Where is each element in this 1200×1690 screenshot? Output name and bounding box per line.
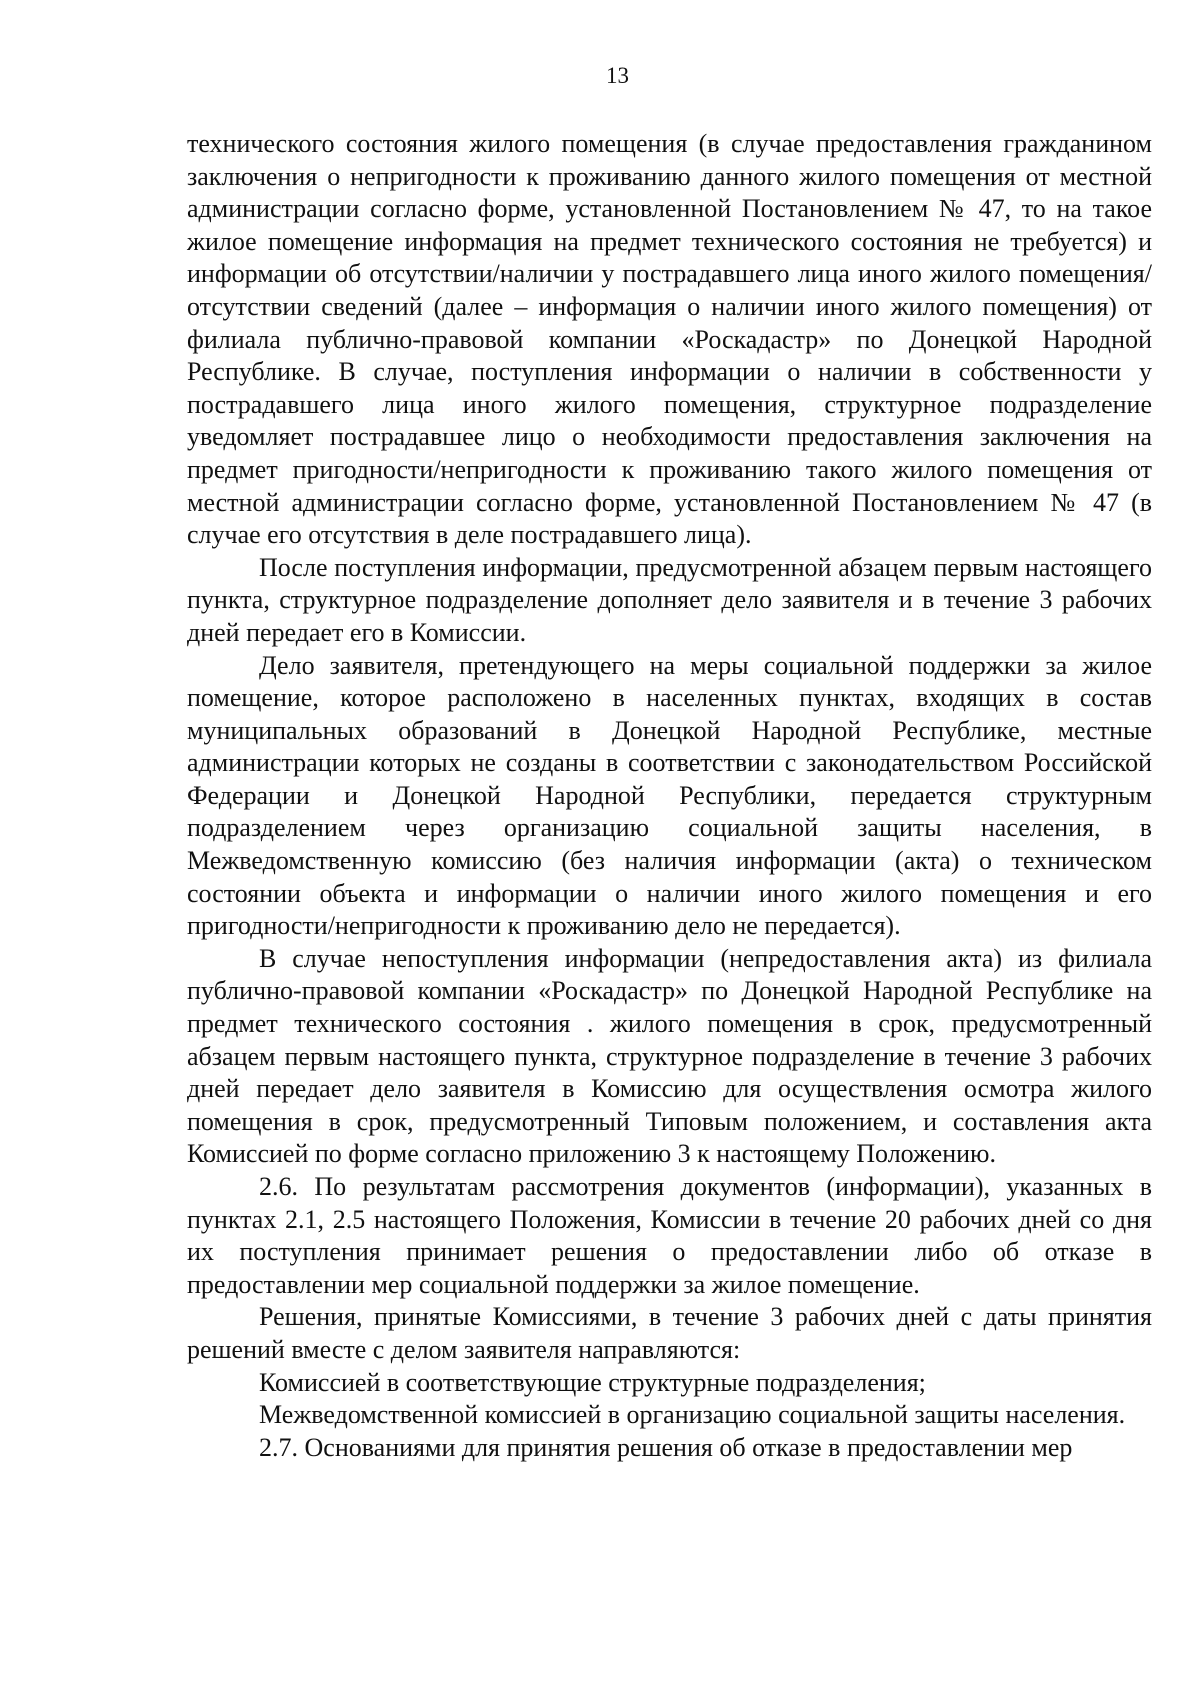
document-body: [187, 128, 1152, 1464]
paragraph-1: технического состояния жилого помещения (в случае предоставления гражданином заключения о непригодности к проживанию данного жилого помещения от местной администрации согласно форме, установленной Постановлением № 47, то на такое жилое помещение информация на предмет технического состояния не требуется) и информации об отсутствии/наличии у пострадавшего лица иного жилого помещения/отсутствии сведений (далее – информация о наличии иного жилого помещения) от филиала публично-правовой компании «Роскадастр» по Донецкой Народной Республике. В случае, поступления информации о наличии в собственности у пострадавшего лица иного жилого помещения, структурное подразделение уведомляет пострадавшее лицо о необходимости предоставления заключения на предмет пригодности/непригодности к проживанию такого жилого помещения от местной администрации согласно форме, установленной Постановлением № 47 (в случае его отсутствия в деле пострадавшего лица).: [187, 129, 1152, 550]
paragraph-4: В случае непоступления информации (непредоставления акта) из филиала публично-правовой компании «Роскадастр» по Донецкой Народной Республике на предмет технического состояния . жилого помещения в срок, предусмотренный абзацем первым настоящего пункта, структурное подразделение в течение 3 рабочих дней передает дело заявителя в Комиссию для осуществления осмотра жилого помещения в срок, предусмотренный Типовым положением, и составления акта Комиссией по форме согласно приложению 3 к настоящему Положению.: [187, 943, 1152, 1169]
paragraph-3: Дело заявителя, претендующего на меры социальной поддержки за жилое помещение, которое расположено в населенных пунктах, входящих в состав муниципальных образований в Донецкой Народной Республике, местные администрации которых не созданы в соответствии с законодательством Российской Федерации и Донецкой Народной Республики, передается структурным подразделением через организацию социальной защиты населения, в Межведомственную комиссию (без наличия информации (акта) о техническом состоянии объекта и информации о наличии иного жилого помещения и его пригодности/непригодности к проживанию дело не передается).: [187, 650, 1152, 941]
page-number: 13: [606, 63, 629, 88]
paragraph-9-section-2-7: 2.7. Основаниями для принятия решения об отказе в предоставлении мер: [259, 1432, 1073, 1462]
paragraph-8: Межведомственной комиссией в организацию социальной защиты населения.: [259, 1400, 1126, 1430]
paragraph-6: Решения, принятые Комиссиями, в течение 3 рабочих дней с даты принятия решений вместе с делом заявителя направляются:: [187, 1302, 1152, 1364]
paragraph-5-section-2-6: 2.6. По результатам рассмотрения документов (информации), указанных в пунктах 2.1, 2.5 настоящего Положения, Комиссии в течение 20 рабочих дней со дня их поступления принимает решения о предоставлении либо об отказе в предоставлении мер социальной поддержки за жилое помещение.: [187, 1172, 1152, 1299]
paragraph-7: Комиссией в соответствующие структурные подразделения;: [259, 1367, 926, 1397]
paragraph-2: После поступления информации, предусмотренной абзацем первым настоящего пункта, структурное подразделение дополняет дело заявителя и в течение 3 рабочих дней передает его в Комиссии.: [187, 552, 1152, 647]
